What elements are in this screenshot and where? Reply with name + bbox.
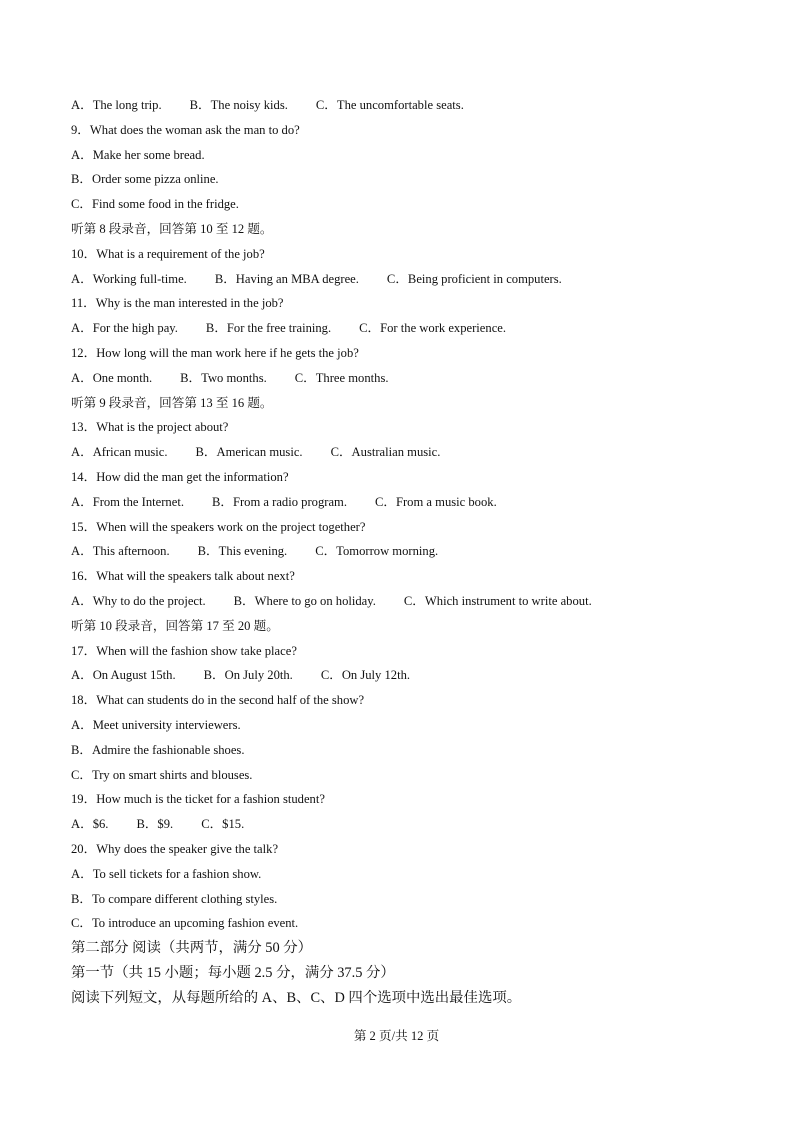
option-text: A．For the high pay. bbox=[71, 321, 178, 336]
text-line: 18．What can students do in the second half of the show? bbox=[71, 693, 365, 708]
option-text: A．Working full-time. bbox=[71, 271, 187, 286]
text-line: 听第 8 段录音，回答第 10 至 12 题。 bbox=[71, 221, 273, 236]
text-line: B．Admire the fashionable shoes. bbox=[71, 742, 245, 757]
option-row bbox=[71, 440, 751, 465]
option-text: A．$6. bbox=[71, 817, 109, 832]
option-text: A．African music. bbox=[71, 445, 168, 460]
text-line: 19．How much is the ticket for a fashion student? bbox=[71, 792, 325, 807]
text-line: B．To compare different clothing styles. bbox=[71, 891, 278, 906]
text-line: A．Make her some bread. bbox=[71, 147, 205, 162]
option-text: B．From a radio program. bbox=[211, 494, 347, 509]
text-line: 10．What is a requirement of the job? bbox=[71, 246, 265, 261]
option-row bbox=[71, 539, 751, 564]
text-line: C．Try on smart shirts and blouses. bbox=[71, 767, 253, 782]
text-line: 12．How long will the man work here if he gets the job? bbox=[71, 345, 359, 360]
option-row bbox=[71, 93, 751, 118]
option-text: C．The uncomfortable seats. bbox=[315, 98, 464, 112]
option-row bbox=[71, 663, 751, 688]
text-line: 16．What will the speakers talk about next? bbox=[71, 569, 295, 584]
option-text: C．Which instrument to write about. bbox=[403, 593, 592, 608]
page-footer: 第 2 页/共 12 页 bbox=[353, 1029, 440, 1043]
text-line: C．To introduce an upcoming fashion event. bbox=[71, 916, 299, 931]
text-line: A．To sell tickets for a fashion show. bbox=[71, 866, 262, 881]
option-text: A．The long trip. bbox=[71, 98, 162, 112]
option-text: C．Being proficient in computers. bbox=[386, 271, 562, 286]
option-text: B．This evening. bbox=[197, 544, 288, 559]
section-heading: 第一节（共 15 小题；每小题 2.5 分，满分 37.5 分） bbox=[71, 965, 395, 982]
text-line: C．Find some food in the fridge. bbox=[71, 197, 239, 212]
page-content bbox=[71, 93, 751, 1011]
option-text: C．On July 12th. bbox=[320, 668, 411, 683]
text-line: 15．When will the speakers work on the project together? bbox=[71, 519, 366, 534]
option-text: C．For the work experience. bbox=[359, 321, 507, 336]
option-text: C．From a music book. bbox=[374, 494, 497, 509]
text-line: 9．What does the woman ask the man to do? bbox=[71, 122, 300, 137]
option-text: A．One month. bbox=[71, 370, 153, 385]
option-text: B．American music. bbox=[195, 445, 303, 460]
text-line: 11．Why is the man interested in the job? bbox=[71, 296, 284, 311]
option-text: C．Three months. bbox=[294, 370, 389, 385]
text-line: 13．What is the project about? bbox=[71, 420, 229, 435]
option-text: B．$9. bbox=[136, 817, 174, 832]
option-row bbox=[71, 267, 751, 292]
option-text: A．Why to do the project. bbox=[71, 593, 206, 608]
text-line: B．Order some pizza online. bbox=[71, 172, 219, 187]
option-row bbox=[71, 366, 751, 391]
option-row bbox=[71, 316, 751, 341]
section-heading: 阅读下列短文，从每题所给的 A、B、C、D 四个选项中选出最佳选项。 bbox=[71, 990, 522, 1007]
option-row bbox=[71, 589, 751, 614]
text-line: 听第 9 段录音，回答第 13 至 16 题。 bbox=[71, 395, 273, 410]
option-text: B．Where to go on holiday. bbox=[233, 593, 376, 608]
option-text: C．Tomorrow morning. bbox=[315, 544, 439, 559]
section-heading: 第二部分 阅读（共两节，满分 50 分） bbox=[71, 940, 313, 957]
option-row bbox=[71, 812, 751, 837]
text-line: A．Meet university interviewers. bbox=[71, 717, 241, 732]
text-line: 20．Why does the speaker give the talk? bbox=[71, 841, 279, 856]
option-text: A．From the Internet. bbox=[71, 494, 184, 509]
option-row bbox=[71, 490, 751, 515]
option-text: B．Two months. bbox=[180, 370, 267, 385]
text-line: 听第 10 段录音，回答第 17 至 20 题。 bbox=[71, 618, 279, 633]
option-text: C．$15. bbox=[201, 817, 245, 832]
option-text: B．On July 20th. bbox=[203, 668, 293, 683]
option-text: A．On August 15th. bbox=[71, 668, 176, 683]
option-text: A．This afternoon. bbox=[71, 544, 170, 559]
option-text: B．Having an MBA degree. bbox=[214, 271, 359, 286]
option-text: C．Australian music. bbox=[330, 445, 441, 460]
text-line: 17．When will the fashion show take place? bbox=[71, 643, 297, 658]
option-text: B．The noisy kids. bbox=[189, 98, 288, 112]
text-line: 14．How did the man get the information? bbox=[71, 469, 289, 484]
option-text: B．For the free training. bbox=[205, 321, 332, 336]
